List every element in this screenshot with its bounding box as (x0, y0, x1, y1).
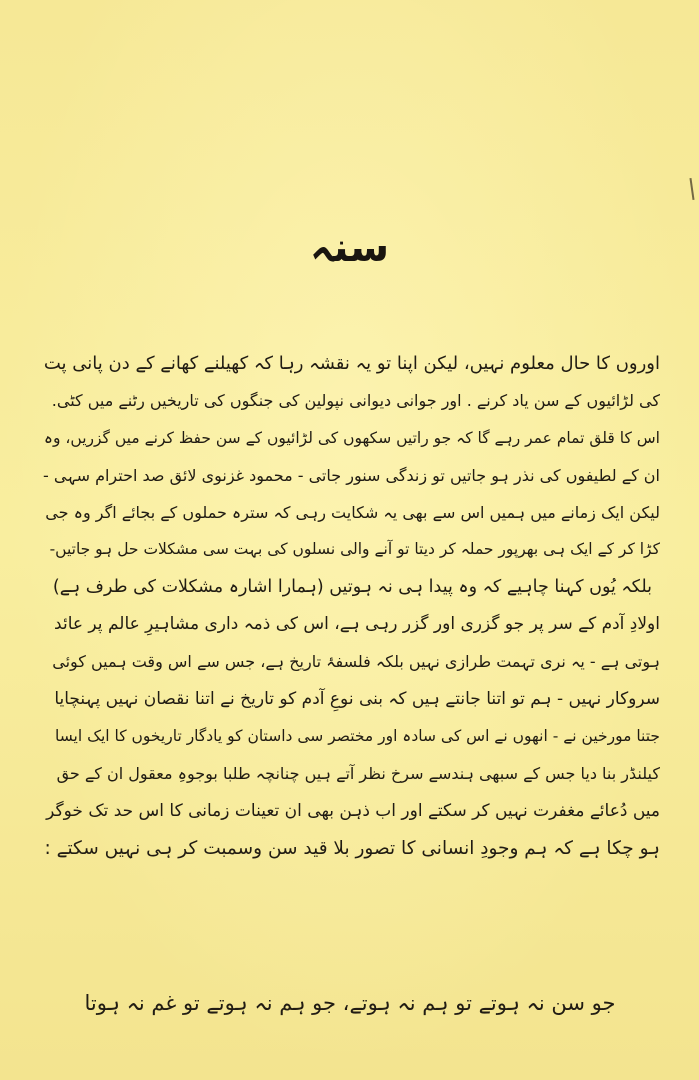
text-line: کی لڑائیوں کے سن یاد کرنے . اور جوانی دیوانی نپولین کی جنگوں کی تاریخیں رٹنے میں کٹی. (51, 391, 660, 411)
text-line: ہو چکا ہے کہ ہم وجودِ انسانی کا تصور بلا قید سن وسمبت کر ہی نہیں سکتے : (44, 837, 660, 859)
text-line: کڑا کر کے ایک ہی بھرپور حملہ کر دیتا تو آنے والی نسلوں کی بہت سی مشکلات حل ہو جاتیں- (49, 540, 660, 559)
text-line: کیلنڈر بنا دیا جس کے سبھی ہندسے سرخ نظر آتے ہیں چنانچہ طلبا بوجوہِ معقول ان کے حق (56, 764, 660, 784)
text-line: ہوتی ہے - یہ نری تہمت طرازی نہیں بلکہ فلسفۂ تاریخ ہے، جس سے اس وقت ہمیں کوئی (52, 652, 660, 672)
verse-line: جو سن نہ ہوتے تو ہم نہ ہوتے، جو ہم نہ ہوتے تو غم نہ ہوتا (84, 991, 616, 1015)
text-line: لیکن ایک زمانے میں ہمیں اس سے بھی یہ شکایت رہی کہ سترہ حملوں کے بجائے اگر وہ جی (45, 503, 660, 523)
text-line: اولادِ آدم کے سر پر جو گزری اور گزر رہی ہے، اس کی ذمہ داری مشاہیرِ عالم پر عائد (54, 614, 660, 635)
chapter-heading: سنہ (309, 225, 390, 271)
text-line: اس کا قلق تمام عمر رہے گا کہ جو راتیں سکھوں کی لڑائیوں کے سن حفظ کرنے میں گزریں، وہ (43, 428, 660, 447)
text-line: ان کے لطیفوں کی نذر ہو جاتیں تو زندگی سنور جاتی - محمود غزنوی لائق صد احترام سہی - (43, 465, 660, 485)
text-line: سروکار نہیں - ہم تو اتنا جانتے ہیں کہ بنی نوعِ آدم کو تاریخ نے اتنا نقصان نہیں پہنچایا (54, 688, 660, 709)
text-line: جتنا مورخین نے - انھوں نے اس کی سادہ اور مختصر سی داستان کو یادگار تاریخوں کا ایک ایسا (54, 726, 660, 745)
text-line: اوروں کا حال معلوم نہیں، لیکن اپنا تو یہ نقشہ رہا کہ کھیلنے کھانے کے دن پانی پت (43, 353, 660, 374)
body-text (40, 345, 660, 867)
page-edge-mark (689, 178, 694, 200)
text-line: میں دُعائے مغفرت نہیں کر سکتے اور اب ذہن بھی ان تعینات زمانی کا اس حد تک خوگر (46, 800, 660, 821)
text-line: بلکہ یُوں کہنا چاہیے کہ وہ پیدا ہی نہ ہوتیں (ہمارا اشارہ مشکلات کی طرف ہے) (52, 576, 652, 597)
